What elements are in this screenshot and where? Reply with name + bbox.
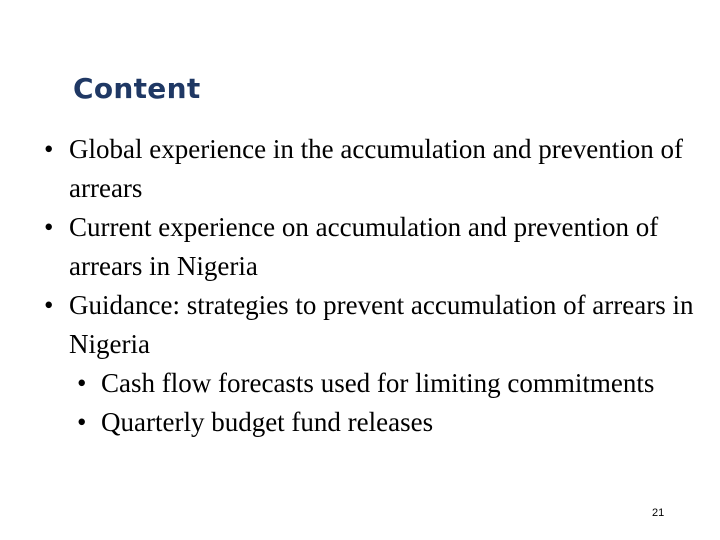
- bullet-text: Current experience on accumulation and prevention of arrears in Nigeria: [69, 212, 659, 281]
- page-number: 21: [652, 507, 665, 519]
- bullet-item: [0, 208, 699, 286]
- bullet-text: Global experience in the accumulation and prevention of arrears: [69, 134, 684, 203]
- bullet-dot-icon: •: [77, 368, 87, 398]
- bullet-item: [0, 286, 699, 364]
- bullet-dot-icon: •: [44, 290, 54, 320]
- sub-bullet-item: [0, 403, 661, 442]
- sub-bullet-item: [0, 364, 661, 403]
- bullet-dot-icon: •: [44, 212, 54, 242]
- bullet-item: [0, 130, 699, 208]
- bullet-text: Cash flow forecasts used for limiting commitments: [101, 368, 655, 398]
- bullet-text: Quarterly budget fund releases: [101, 407, 434, 437]
- bullet-list: [0, 130, 720, 442]
- bullet-text: Guidance: strategies to prevent accumulation of arrears in Nigeria: [69, 290, 694, 359]
- slide-title: Content: [73, 72, 201, 105]
- bullet-dot-icon: •: [44, 134, 54, 164]
- bullet-dot-icon: •: [77, 407, 87, 437]
